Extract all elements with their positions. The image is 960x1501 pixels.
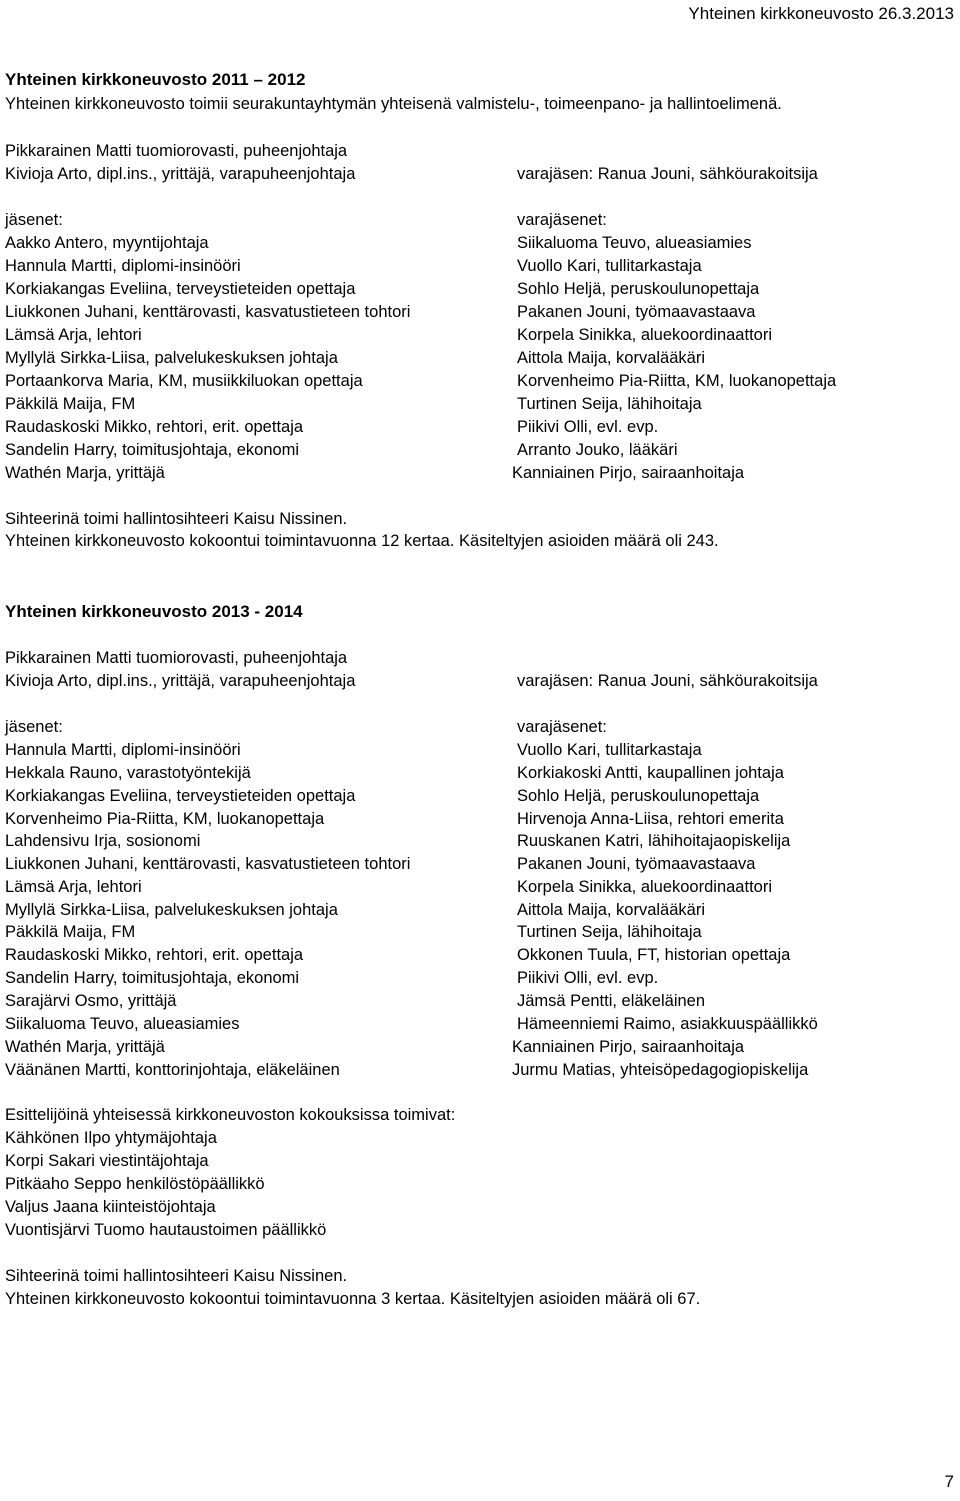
vice-chair: Kivioja Arto, dipl.ins., yrittäjä, varapuheenjohtaja: [5, 165, 356, 183]
member-item: Korkiakangas Eveliina, terveystieteiden opettaja: [5, 787, 356, 805]
member-item: Korvenheimo Pia-Riitta, KM, luokanopettaja: [5, 810, 325, 828]
deputy-item: Kanniainen Pirjo, sairaanhoitaja: [512, 464, 745, 482]
deputy-item: Siikaluoma Teuvo, alueasiamies: [517, 234, 752, 252]
deputy-item: Turtinen Seija, lähihoitaja: [517, 923, 702, 941]
intro-text: Yhteinen kirkkoneuvosto toimii seurakuntayhtymän yhteisenä valmistelu-, toimeenpano- ja hallintoelimenä.: [5, 95, 782, 113]
presenter-item: Valjus Jaana kiinteistöjohtaja: [5, 1198, 216, 1216]
presenter-item: Korpi Sakari viestintäjohtaja: [5, 1152, 209, 1170]
deputy-item: Vuollo Kari, tullitarkastaja: [517, 741, 702, 759]
member-item: Liukkonen Juhani, kenttärovasti, kasvatustieteen tohtori: [5, 303, 411, 321]
deputy-item: Sohlo Heljä, peruskoulunopettaja: [517, 280, 760, 298]
deputy-item: Jämsä Pentti, eläkeläinen: [517, 992, 706, 1010]
deputy-item: Pakanen Jouni, työmaavastaava: [517, 303, 756, 321]
member-item: Lämsä Arja, lehtori: [5, 878, 142, 896]
deputy-item: Vuollo Kari, tullitarkastaja: [517, 257, 702, 275]
member-item: Päkkilä Maija, FM: [5, 395, 136, 413]
members-label: jäsenet:: [5, 211, 63, 229]
deputy-item: Sohlo Heljä, peruskoulunopettaja: [517, 787, 760, 805]
member-item: Päkkilä Maija, FM: [5, 923, 136, 941]
member-item: Raudaskoski Mikko, rehtori, erit. opettaja: [5, 418, 304, 436]
presenters-label: Esittelijöinä yhteisessä kirkkoneuvoston kokouksissa toimivat:: [5, 1106, 456, 1124]
member-item: Wathén Marja, yrittäjä: [5, 1038, 165, 1056]
secretary-note: Sihteerinä toimi hallintosihteeri Kaisu Nissinen.: [5, 510, 348, 528]
deputy-item: Aittola Maija, korvalääkäri: [517, 349, 705, 367]
member-item: Aakko Antero, myyntijohtaja: [5, 234, 209, 252]
presenter-item: Kähkönen Ilpo yhtymäjohtaja: [5, 1129, 217, 1147]
deputy-item: Okkonen Tuula, FT, historian opettaja: [517, 946, 791, 964]
deputy-item: Korpela Sinikka, aluekoordinaattori: [517, 878, 772, 896]
presenter-item: Pitkäaho Seppo henkilöstöpäällikkö: [5, 1175, 265, 1193]
member-item: Lahdensivu Irja, sosionomi: [5, 832, 201, 850]
member-item: Sandelin Harry, toimitusjohtaja, ekonomi: [5, 441, 300, 459]
deputy-item: Kanniainen Pirjo, sairaanhoitaja: [512, 1038, 745, 1056]
member-item: Hekkala Rauno, varastotyöntekijä: [5, 764, 251, 782]
member-item: Siikaluoma Teuvo, alueasiamies: [5, 1015, 240, 1033]
deputy-item: Korpela Sinikka, aluekoordinaattori: [517, 326, 772, 344]
deputy-item: Jurmu Matias, yhteisöpedagogiopiskelija: [512, 1061, 809, 1079]
member-item: Väänänen Martti, konttorinjohtaja, eläkeläinen: [5, 1061, 340, 1079]
running-header: Yhteinen kirkkoneuvosto 26.3.2013: [688, 4, 954, 23]
deputy-item: Pakanen Jouni, työmaavastaava: [517, 855, 756, 873]
deputy-item: Korkiakoski Antti, kaupallinen johtaja: [517, 764, 784, 782]
member-item: Lämsä Arja, lehtori: [5, 326, 142, 344]
section-title-2011: Yhteinen kirkkoneuvosto 2011 – 2012: [5, 70, 306, 89]
deputy-item: Aittola Maija, korvalääkäri: [517, 901, 705, 919]
vice-chair: Kivioja Arto, dipl.ins., yrittäjä, varapuheenjohtaja: [5, 672, 356, 690]
member-item: Myllylä Sirkka-Liisa, palvelukeskuksen johtaja: [5, 349, 338, 367]
member-item: Sarajärvi Osmo, yrittäjä: [5, 992, 177, 1010]
member-item: Myllylä Sirkka-Liisa, palvelukeskuksen johtaja: [5, 901, 338, 919]
deputy-item: Piikivi Olli, evl. evp.: [517, 969, 659, 987]
deputy-item: Hämeenniemi Raimo, asiakkuuspäällikkö: [517, 1015, 818, 1033]
members-label: jäsenet:: [5, 718, 63, 736]
member-item: Hannula Martti, diplomi-insinööri: [5, 257, 241, 275]
secretary-note: Sihteerinä toimi hallintosihteeri Kaisu Nissinen.: [5, 1267, 348, 1285]
chair: Pikkarainen Matti tuomiorovasti, puheenjohtaja: [5, 142, 348, 160]
member-item: Hannula Martti, diplomi-insinööri: [5, 741, 241, 759]
meeting-summary: Yhteinen kirkkoneuvosto kokoontui toimintavuonna 3 kertaa. Käsiteltyjen asioiden määrä oli 67.: [5, 1290, 701, 1308]
member-item: Liukkonen Juhani, kenttärovasti, kasvatustieteen tohtori: [5, 855, 411, 873]
deputy-item: Hirvenoja Anna-Liisa, rehtori emerita: [517, 810, 784, 828]
member-item: Korkiakangas Eveliina, terveystieteiden opettaja: [5, 280, 356, 298]
deputy-item: Piikivi Olli, evl. evp.: [517, 418, 659, 436]
member-item: Portaankorva Maria, KM, musiikkiluokan opettaja: [5, 372, 363, 390]
vice-chair-deputy: varajäsen: Ranua Jouni, sähköurakoitsija: [517, 672, 818, 690]
deputy-item: Ruuskanen Katri, lähihoitajaopiskelija: [517, 832, 791, 850]
presenter-item: Vuontisjärvi Tuomo hautaustoimen päällikkö: [5, 1221, 327, 1239]
chair: Pikkarainen Matti tuomiorovasti, puheenjohtaja: [5, 649, 348, 667]
meeting-summary: Yhteinen kirkkoneuvosto kokoontui toimintavuonna 12 kertaa. Käsiteltyjen asioiden määrä oli 243.: [5, 532, 719, 550]
deputy-item: Turtinen Seija, lähihoitaja: [517, 395, 702, 413]
member-item: Raudaskoski Mikko, rehtori, erit. opettaja: [5, 946, 304, 964]
vice-chair-deputy: varajäsen: Ranua Jouni, sähköurakoitsija: [517, 165, 818, 183]
member-item: Wathén Marja, yrittäjä: [5, 464, 165, 482]
deputy-item: Arranto Jouko, lääkäri: [517, 441, 678, 459]
page-number: 7: [944, 1472, 954, 1491]
deputy-item: Korvenheimo Pia-Riitta, KM, luokanopettaja: [517, 372, 837, 390]
section-title-2013: Yhteinen kirkkoneuvosto 2013 - 2014: [5, 602, 303, 621]
member-item: Sandelin Harry, toimitusjohtaja, ekonomi: [5, 969, 300, 987]
deputies-label: varajäsenet:: [517, 211, 607, 229]
deputies-label: varajäsenet:: [517, 718, 607, 736]
